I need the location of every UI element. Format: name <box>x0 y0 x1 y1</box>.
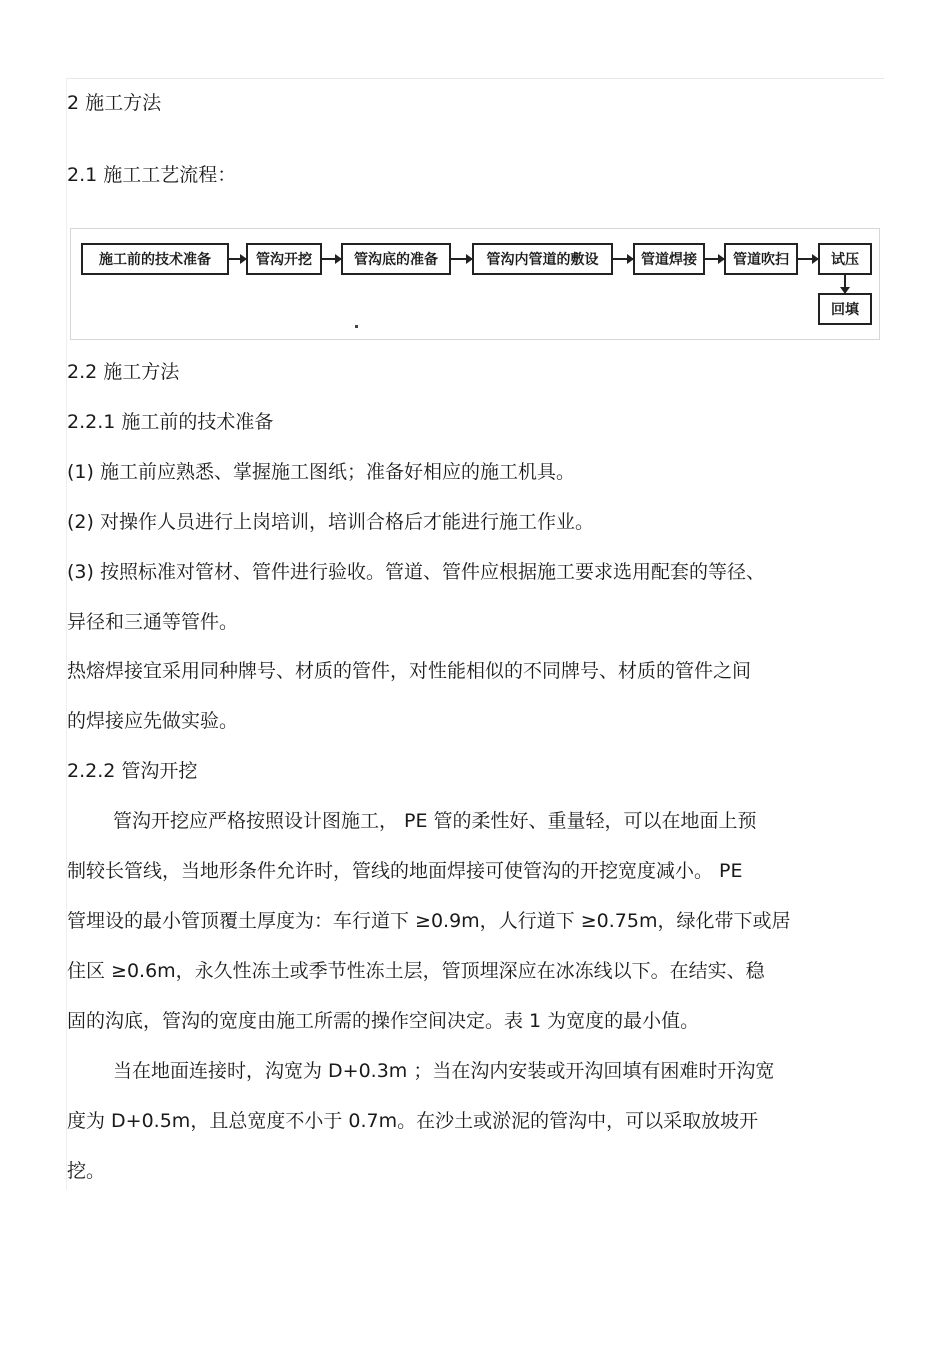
paragraph-line: 住区 ≥0.6m，永久性冻土或季节性冻土层，管顶埋深应在冰冻线以下。在结实、稳 <box>67 960 765 982</box>
flow-step-pipe-laying: 管沟内管道的敷设 <box>472 243 613 275</box>
page-top-rule <box>66 78 884 79</box>
flow-step-preparation: 施工前的技术准备 <box>81 243 229 275</box>
section-heading-2-1: 2.1 施工工艺流程： <box>67 164 237 186</box>
paragraph-line: 制较长管线，当地形条件允许时，管线的地面焊接可使管沟的开挖宽度减小。 PE <box>67 860 743 882</box>
flow-step-trench-excavation: 管沟开挖 <box>246 243 322 275</box>
paragraph-line: 的焊接应先做实验。 <box>67 710 239 732</box>
list-item-3: (3) 按照标准对管材、管件进行验收。管道、管件应根据施工要求选用配套的等径、 <box>67 561 765 583</box>
paragraph-line: 当在地面连接时，沟宽为 D+0.3m ；当在沟内安装或开沟回填有困难时开沟宽 <box>113 1060 775 1082</box>
paragraph-line: 固的沟底，管沟的宽度由施工所需的操作空间决定。表 1 为宽度的最小值。 <box>67 1010 700 1032</box>
flow-step-purging: 管道吹扫 <box>724 243 798 275</box>
section-heading-2-2: 2.2 施工方法 <box>67 361 180 383</box>
flow-arrow <box>798 258 818 260</box>
process-flowchart <box>70 228 880 340</box>
list-item-2: (2) 对操作人员进行上岗培训，培训合格后才能进行施工作业。 <box>67 511 594 533</box>
flow-arrow <box>705 258 724 260</box>
section-heading-2-2-1: 2.2.1 施工前的技术准备 <box>67 411 274 433</box>
paragraph-line: 管沟开挖应严格按照设计图施工， PE 管的柔性好、重量轻，可以在地面上预 <box>113 810 757 832</box>
paragraph-line: 挖。 <box>67 1160 106 1182</box>
flow-arrow <box>322 258 341 260</box>
flow-step-welding: 管道焊接 <box>633 243 705 275</box>
paragraph-line: 管埋设的最小管顶覆土厚度为：车行道下 ≥0.9m，人行道下 ≥0.75m，绿化带下或居 <box>67 910 791 932</box>
flow-step-trench-bottom: 管沟底的准备 <box>341 243 451 275</box>
flow-step-backfill: 回填 <box>818 293 872 325</box>
flow-arrow-down <box>844 275 846 293</box>
scan-speck <box>355 325 358 328</box>
section-heading-2: 2 施工方法 <box>67 92 162 114</box>
paragraph-line: 热熔焊接宜采用同种牌号、材质的管件，对性能相似的不同牌号、材质的管件之间 <box>67 660 752 682</box>
section-heading-2-2-2: 2.2.2 管沟开挖 <box>67 760 198 782</box>
flow-step-pressure-test: 试压 <box>818 243 872 275</box>
flow-arrow <box>451 258 472 260</box>
paragraph-line: 度为 D+0.5m，且总宽度不小于 0.7m。在沙土或淤泥的管沟中，可以采取放坡开 <box>67 1110 759 1132</box>
list-item-1: (1) 施工前应熟悉、掌握施工图纸；准备好相应的施工机具。 <box>67 461 575 483</box>
flow-arrow <box>229 258 246 260</box>
list-item-3-cont: 异径和三通等管件。 <box>67 611 239 633</box>
flow-arrow <box>613 258 633 260</box>
